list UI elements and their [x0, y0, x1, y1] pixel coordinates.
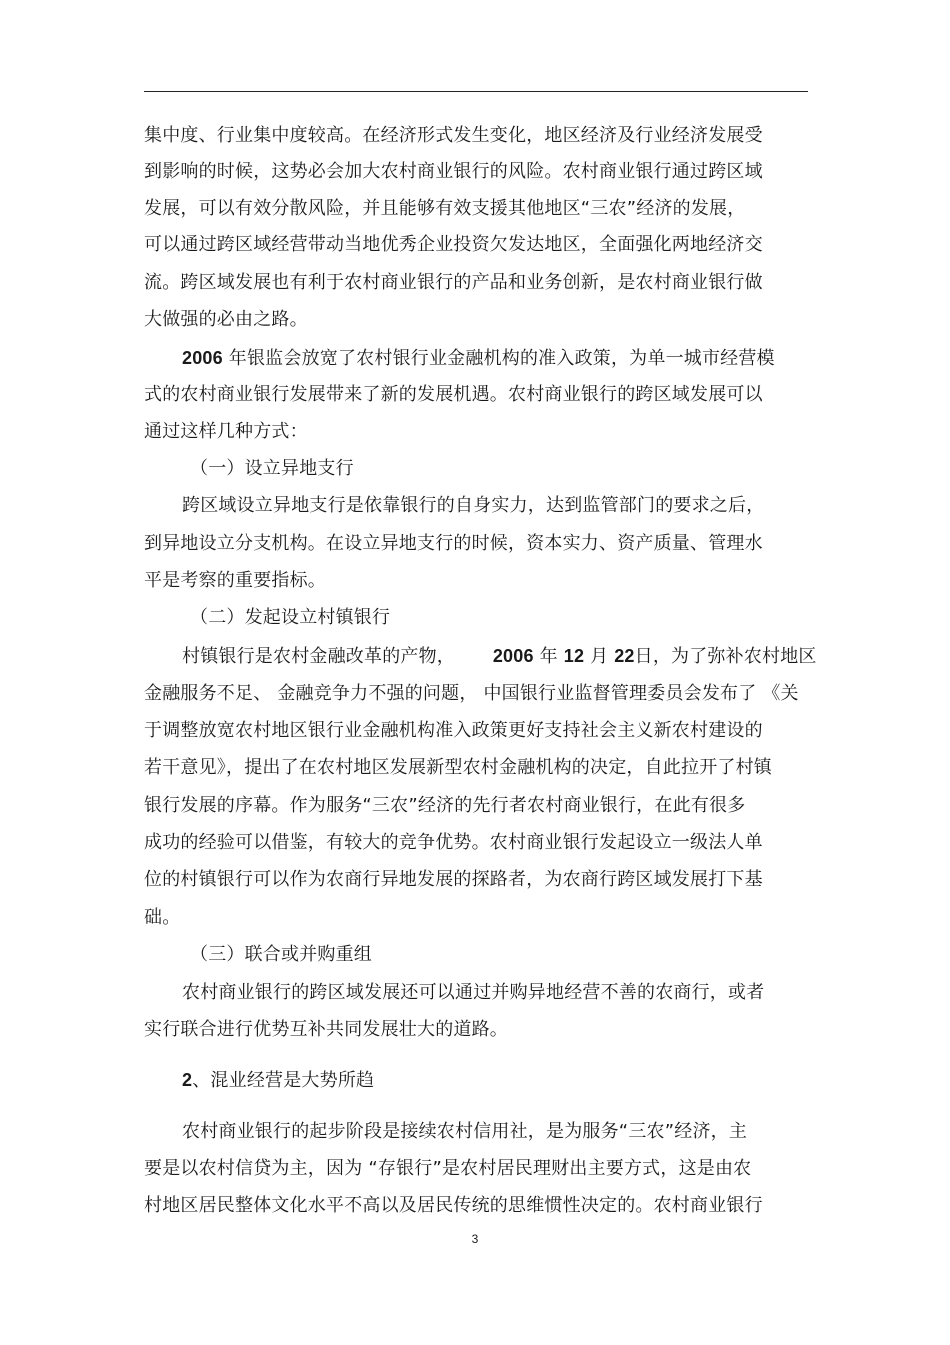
- subheading-2: （二）发起设立村镇银行: [190, 607, 391, 628]
- text-line: 实行联合进行优势互补共同发展壮大的道路。: [144, 1019, 508, 1040]
- text-line: 位的村镇银行可以作为农商行异地发展的探路者，为农商行跨区域发展打下基: [144, 869, 763, 890]
- text-line: 通过这样几种方式：: [144, 421, 308, 442]
- text-span: 村镇银行是农村金融改革的产物，: [182, 646, 455, 667]
- text-line: 础。: [144, 907, 181, 928]
- year-number: 2006: [182, 348, 223, 368]
- text-line: 式的农村商业银行发展带来了新的发展机遇。农村商业银行的跨区域发展可以: [144, 384, 763, 405]
- text-line: 要是以农村信贷为主，因为 “存银行”是农村居民理财出主要方式，这是由农: [144, 1158, 752, 1179]
- paragraph-line-date: [182, 644, 817, 669]
- text-line: 发展，可以有效分散风险，并且能够有效支援其他地区“三农”经济的发展，: [144, 198, 746, 219]
- text-line: 可以通过跨区域经营带动当地优秀企业投资欠发达地区，全面强化两地经济交: [144, 234, 763, 255]
- text-line: 到影响的时候，这势必会加大农村商业银行的风险。农村商业银行通过跨区域: [144, 161, 763, 182]
- paragraph-line-2006: [182, 346, 775, 371]
- date-month-unit: 月: [590, 646, 609, 667]
- text-line: 流。跨区域发展也有利于农村商业银行的产品和业务创新，是农村商业银行做: [144, 272, 763, 293]
- date-month: 12: [563, 646, 585, 666]
- text-line: 农村商业银行的跨区域发展还可以通过并购异地经营不善的农商行，或者: [182, 982, 765, 1003]
- date-day: 22: [614, 646, 635, 666]
- header-rule: [144, 91, 808, 92]
- text-line: 银行发展的序幕。作为服务“三农”经济的先行者农村商业银行，在此有很多: [144, 795, 746, 816]
- text-line: 于调整放宽农村地区银行业金融机构准入政策更好支持社会主义新农村建设的: [144, 720, 763, 741]
- text-line: 农村商业银行的起步阶段是接续农村信用社，是为服务“三农”经济，主: [182, 1121, 748, 1142]
- section-title: 、混业经营是大势所趋: [192, 1070, 375, 1091]
- text-line: 大做强的必由之路。: [144, 309, 308, 330]
- section-heading: [182, 1068, 374, 1093]
- subheading-1: （一）设立异地支行: [190, 458, 354, 479]
- text-line: 集中度、行业集中度较高。在经济形式发生变化，地区经济及行业经济发展受: [144, 125, 763, 146]
- text-line: 村地区居民整体文化水平不高以及居民传统的思维惯性决定的。农村商业银行: [144, 1195, 763, 1216]
- date-year: 2006: [492, 646, 534, 666]
- text-span: 年银监会放宽了农村银行业金融机构的准入政策，为单一城市经营模: [228, 348, 775, 369]
- date-tail: ，为了弥补农村地区: [652, 646, 817, 667]
- section-number: 2: [182, 1070, 193, 1090]
- text-line: 平是考察的重要指标。: [144, 570, 326, 591]
- date-year-unit: 年: [539, 646, 558, 667]
- text-line: 跨区域设立异地支行是依靠银行的自身实力，达到监管部门的要求之后，: [182, 495, 765, 516]
- page-number: 3: [471, 1232, 479, 1246]
- text-line: 若干意见》，提出了在农村地区发展新型农村金融机构的决定，自此拉开了村镇: [144, 757, 772, 778]
- text-line: 成功的经验可以借鉴，有较大的竞争优势。农村商业银行发起设立一级法人单: [144, 832, 763, 853]
- subheading-3: （三）联合或并购重组: [190, 944, 372, 965]
- text-line: 金融服务不足、 金融竞争力不强的问题， 中国银行业监督管理委员会发布了 《关: [144, 683, 799, 704]
- text-line: 到异地设立分支机构。在设立异地支行的时候，资本实力、资产质量、管理水: [144, 533, 763, 554]
- date-day-unit: 日: [634, 646, 653, 667]
